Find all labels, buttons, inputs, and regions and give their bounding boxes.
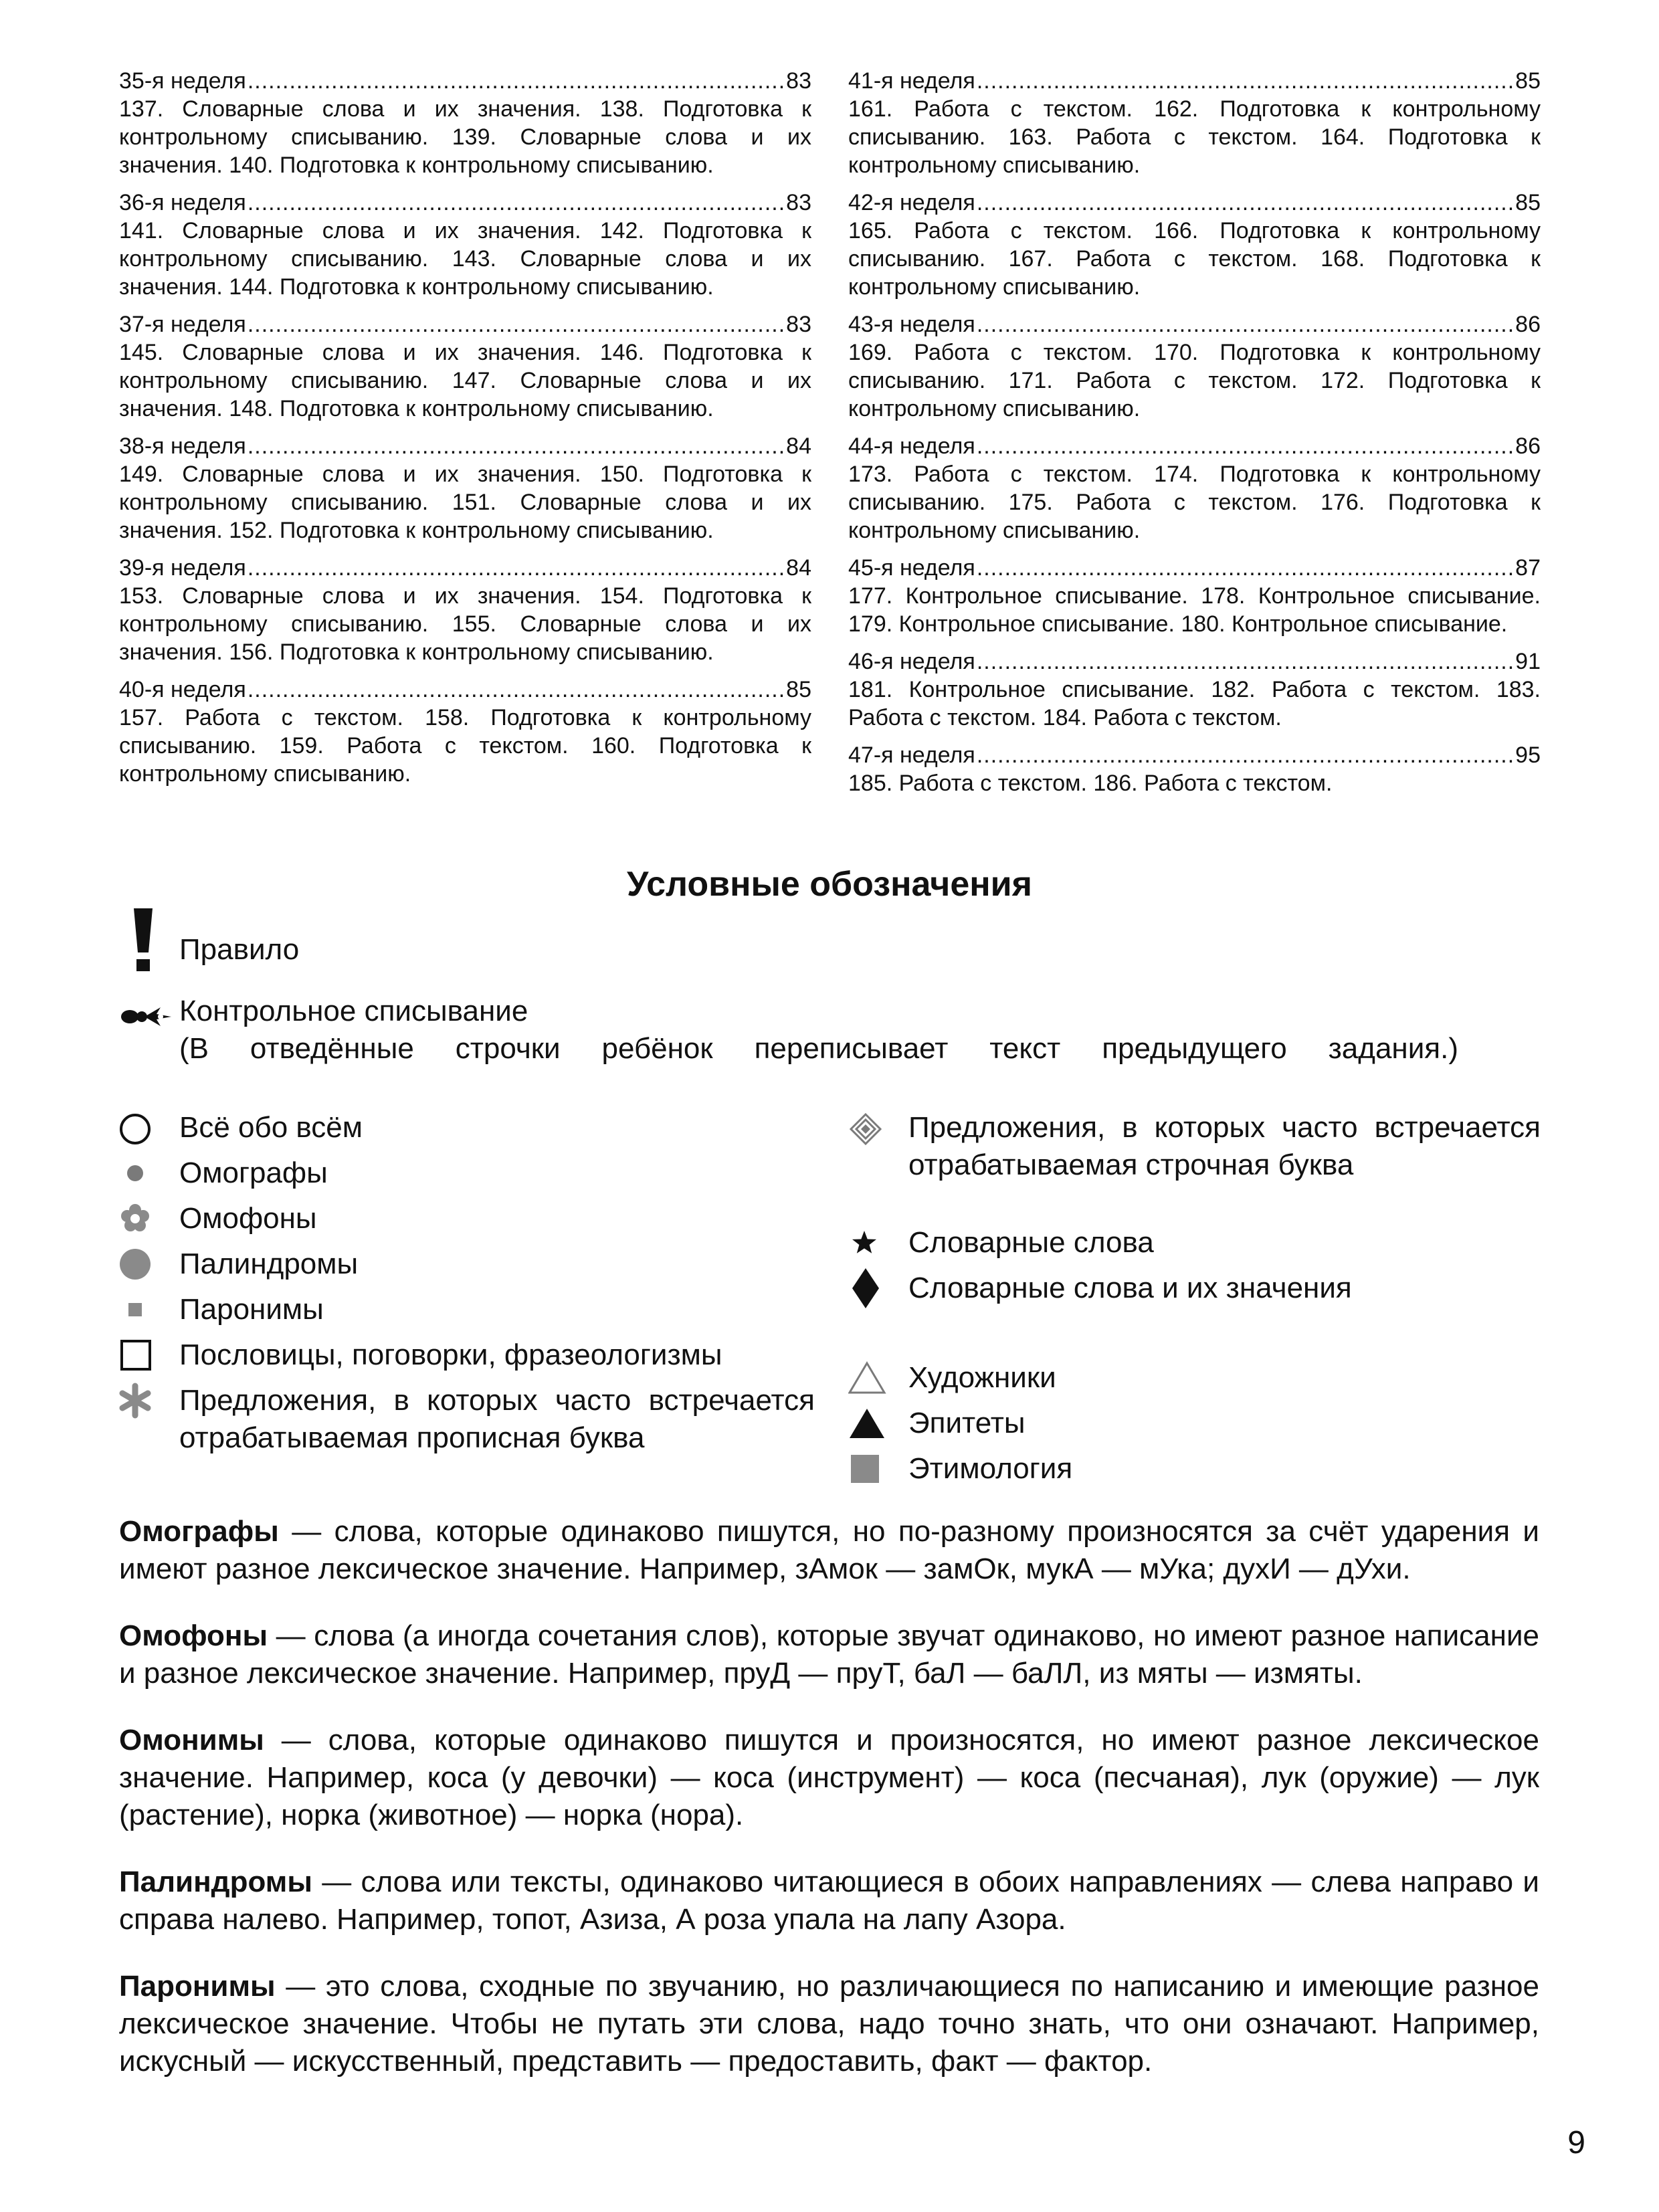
toc-week: 43-я неделя xyxy=(848,312,975,337)
legend-label: Словарные слова и их значения xyxy=(908,1272,1352,1304)
legend-rule xyxy=(119,931,1539,969)
toc-leader xyxy=(977,67,1514,95)
toc-leader xyxy=(977,189,1514,217)
legend-label: Омофоны xyxy=(179,1202,317,1235)
toc-leader xyxy=(977,432,1514,460)
toc-leader xyxy=(977,310,1514,338)
toc-entry xyxy=(848,310,1541,423)
legend-item xyxy=(848,1109,1541,1184)
legend-label: Омографы xyxy=(179,1157,328,1189)
legend-label: Предложения, в которых часто встречается отрабатываемая прописная буква xyxy=(179,1384,815,1454)
toc-page: 83 xyxy=(786,190,811,215)
legend-item xyxy=(119,1382,815,1457)
legend-item xyxy=(848,1224,1541,1262)
gray-square-icon xyxy=(848,1450,908,1488)
toc-right-column xyxy=(848,67,1541,807)
toc-entry xyxy=(119,189,811,301)
filled-circle-icon xyxy=(119,1245,179,1283)
legend-label: Паронимы xyxy=(179,1293,324,1326)
definitions xyxy=(119,1513,1539,2099)
toc-entry xyxy=(848,189,1541,301)
legend-label: Пословицы, поговорки, фразеологизмы xyxy=(179,1338,722,1371)
legend-label: Словарные слова xyxy=(908,1226,1154,1259)
legend-label: Предложения, в которых часто встречается отрабатываемая строчная буква xyxy=(908,1111,1541,1181)
legend-item xyxy=(848,1270,1541,1307)
toc-entry xyxy=(119,554,811,666)
triangle-outline-icon xyxy=(848,1359,908,1397)
legend-item xyxy=(119,1245,815,1283)
toc-description: 137. Словарные слова и их значения. 138. Подготовка к контрольному списыванию. 139. Словарные слова и их значения. 140. Подготовка к контрольному списыванию. xyxy=(119,96,811,178)
square-outline-icon xyxy=(119,1336,179,1374)
small-square-icon xyxy=(119,1291,179,1328)
toc-entry xyxy=(848,741,1541,797)
toc-page: 83 xyxy=(786,312,811,337)
legend-item xyxy=(119,1200,815,1237)
toc-week: 46-я неделя xyxy=(848,649,975,674)
toc-leader xyxy=(977,741,1514,769)
toc-week: 42-я неделя xyxy=(848,190,975,215)
toc-week: 40-я неделя xyxy=(119,677,246,702)
legend-label: Правило xyxy=(179,933,300,966)
toc-entry xyxy=(119,310,811,423)
toc-week: 45-я неделя xyxy=(848,555,975,581)
toc-description: 169. Работа с текстом. 170. Подготовка к контрольному списыванию. 171. Работа с текстом. 172. Подготовка к контрольному списыванию. xyxy=(848,340,1541,421)
legend-title: Условные обозначения xyxy=(627,865,1032,904)
page-number: 9 xyxy=(1567,2125,1585,2160)
toc-page: 95 xyxy=(1515,742,1541,768)
definition xyxy=(119,1864,1539,1938)
legend-label: Палиндромы xyxy=(179,1247,359,1280)
small-dot-icon xyxy=(119,1154,179,1192)
legend-item xyxy=(119,1291,815,1328)
nested-diamond-icon xyxy=(848,1109,908,1146)
toc-week: 44-я неделя xyxy=(848,433,975,459)
toc-week: 35-я неделя xyxy=(119,68,246,94)
legend-label: Эпитеты xyxy=(908,1407,1026,1439)
legend-label: Контрольное списывание xyxy=(179,995,528,1027)
toc-description: 141. Словарные слова и их значения. 142. Подготовка к контрольному списыванию. 143. Словарные слова и их значения. 144. Подготовка к контрольному списыванию. xyxy=(119,218,811,300)
legend-note: (В отведённые строчки ребёнок переписывает текст предыдущего задания.) xyxy=(179,1032,1458,1065)
definition xyxy=(119,1968,1539,2080)
toc-description: 173. Работа с текстом. 174. Подготовка к контрольному списыванию. 175. Работа с текстом. 176. Подготовка к контрольному списыванию. xyxy=(848,462,1541,543)
definition-term: Омонимы xyxy=(119,1724,264,1756)
toc-page: 85 xyxy=(1515,190,1541,215)
toc-description: 161. Работа с текстом. 162. Подготовка к контрольному списыванию. 163. Работа с текстом. 164. Подготовка к контрольному списыванию. xyxy=(848,96,1541,178)
toc-leader xyxy=(977,554,1514,582)
definition xyxy=(119,1617,1539,1692)
legend-label: Всё обо всём xyxy=(179,1111,363,1144)
definition-text: — слова (а иногда сочетания слов), которые звучат одинаково, но имеют разное написание и разное лексическое значение. Например, пруД — пруТ, баЛ — баЛЛ, из мяты — измяты. xyxy=(119,1619,1539,1690)
toc-week: 37-я неделя xyxy=(119,312,246,337)
definition-term: Палиндромы xyxy=(119,1866,312,1898)
legend-item xyxy=(848,1450,1541,1488)
toc-description: 181. Контрольное списывание. 182. Работа с текстом. 183. Работа с текстом. 184. Работа с текстом. xyxy=(848,677,1541,730)
toc-entry xyxy=(848,67,1541,179)
legend-item xyxy=(848,1359,1541,1397)
toc-week: 38-я неделя xyxy=(119,433,246,459)
toc-page: 91 xyxy=(1515,649,1541,674)
toc-week: 36-я неделя xyxy=(119,190,246,215)
definition xyxy=(119,1513,1539,1588)
toc-leader xyxy=(248,554,785,582)
toc-leader xyxy=(977,647,1514,676)
flower-icon xyxy=(119,1200,179,1237)
definition-term: Омографы xyxy=(119,1515,279,1548)
toc-leader xyxy=(248,310,785,338)
definition-term: Омофоны xyxy=(119,1619,268,1652)
definition-term: Паронимы xyxy=(119,1970,276,2003)
toc-entry xyxy=(119,676,811,788)
toc-page: 87 xyxy=(1515,555,1541,581)
toc-page: 86 xyxy=(1515,312,1541,337)
toc-page: 85 xyxy=(1515,68,1541,94)
star-icon xyxy=(848,1224,908,1262)
toc-page: 86 xyxy=(1515,433,1541,459)
triangle-filled-icon xyxy=(848,1405,908,1442)
scissors-icon xyxy=(119,993,179,1030)
toc-description: 149. Словарные слова и их значения. 150. Подготовка к контрольному списыванию. 151. Словарные слова и их значения. 152. Подготовка к контрольному списыванию. xyxy=(119,462,811,543)
toc-page: 84 xyxy=(786,555,811,581)
exclamation-icon xyxy=(119,931,179,969)
toc-entry xyxy=(848,554,1541,638)
toc-entry xyxy=(119,67,811,179)
asterisk-icon xyxy=(119,1382,179,1419)
legend-label: Этимология xyxy=(908,1452,1073,1485)
toc-leader xyxy=(248,432,785,460)
definition-text: — слова, которые одинаково пишутся, но по-разному произносятся за счёт ударения и имеют разное лексическое значение. Например, зАмок — замОк, мукА — мУка; духИ — дУхи. xyxy=(119,1515,1539,1585)
toc-description: 153. Словарные слова и их значения. 154. Подготовка к контрольному списыванию. 155. Словарные слова и их значения. 156. Подготовка к контрольному списыванию. xyxy=(119,583,811,665)
toc-description: 185. Работа с текстом. 186. Работа с текстом. xyxy=(848,771,1333,796)
toc-entry xyxy=(848,432,1541,544)
toc-leader xyxy=(248,189,785,217)
diamond-icon xyxy=(848,1270,908,1307)
circle-outline-icon xyxy=(119,1109,179,1146)
toc-week: 41-я неделя xyxy=(848,68,975,94)
toc-page: 84 xyxy=(786,433,811,459)
legend-item xyxy=(848,1405,1541,1442)
definition xyxy=(119,1722,1539,1834)
legend-item xyxy=(119,1154,815,1192)
toc-leader xyxy=(248,67,785,95)
toc-page: 83 xyxy=(786,68,811,94)
toc-week: 47-я неделя xyxy=(848,742,975,768)
toc-description: 145. Словарные слова и их значения. 146. Подготовка к контрольному списыванию. 147. Словарные слова и их значения. 148. Подготовка к контрольному списыванию. xyxy=(119,340,811,421)
legend-item xyxy=(119,1336,815,1374)
legend-item xyxy=(119,1109,815,1146)
toc-week: 39-я неделя xyxy=(119,555,246,581)
definition-text: — это слова, сходные по звучанию, но различающиеся по написанию и имеющие разное лексическое значение. Чтобы не путать эти слова, надо точно знать, что они означают. Например, искусный — искусственный, представить — предоставить, факт — фактор. xyxy=(119,1970,1539,2078)
legend-copy-test xyxy=(119,993,1539,1068)
legend-label: Художники xyxy=(908,1361,1056,1394)
definition-text: — слова или тексты, одинаково читающиеся в обоих направлениях — слева направо и справа налево. Например, топот, Азиза, А роза упала на лапу Азора. xyxy=(119,1866,1539,1936)
toc-left-column xyxy=(119,67,811,797)
toc-description: 177. Контрольное списывание. 178. Контрольное списывание. 179. Контрольное списывание. 180. Контрольное списывание. xyxy=(848,583,1541,637)
toc-page: 85 xyxy=(786,677,811,702)
toc-entry xyxy=(848,647,1541,732)
definition-text: — слова, которые одинаково пишутся и произносятся, но имеют разное лексическое значение. Например, коса (у девочки) — коса (инструмент) — коса (песчаная), лук (оружие) — лук (растение), норка (животное) — норка (нора). xyxy=(119,1724,1539,1831)
toc-description: 157. Работа с текстом. 158. Подготовка к контрольному списыванию. 159. Работа с текстом. 160. Подготовка к контрольному списыванию. xyxy=(119,705,811,787)
toc-leader xyxy=(248,676,785,704)
toc-entry xyxy=(119,432,811,544)
toc-description: 165. Работа с текстом. 166. Подготовка к контрольному списыванию. 167. Работа с текстом. 168. Подготовка к контрольному списыванию. xyxy=(848,218,1541,300)
